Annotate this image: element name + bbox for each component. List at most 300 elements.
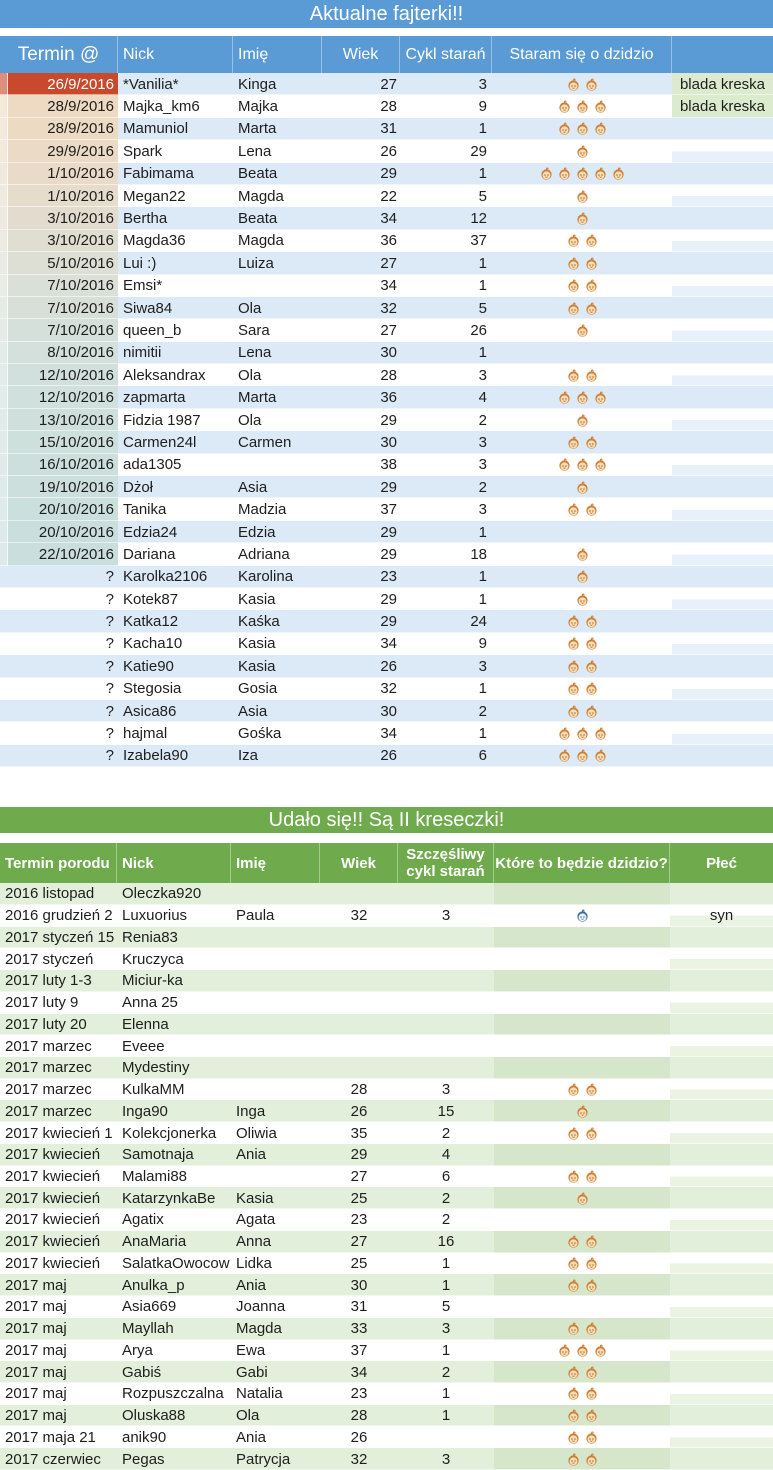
- table-row[interactable]: [0, 521, 773, 543]
- cykl-cell[interactable]: 3: [398, 1448, 494, 1470]
- table-row[interactable]: [0, 409, 773, 431]
- wiek-cell[interactable]: 26: [322, 655, 400, 677]
- cykl-cell[interactable]: 3: [398, 1079, 494, 1101]
- termin-cell[interactable]: 13/10/2016: [0, 409, 118, 431]
- cykl-cell[interactable]: 1: [400, 678, 492, 700]
- note-cell[interactable]: [672, 342, 773, 364]
- nick-cell[interactable]: Anna 25: [117, 992, 231, 1014]
- wiek-cell[interactable]: 26: [322, 745, 400, 767]
- table-row[interactable]: [0, 185, 773, 207]
- note-cell[interactable]: [672, 431, 773, 453]
- note-cell[interactable]: blada kreska: [672, 95, 773, 117]
- table-row[interactable]: [0, 970, 773, 992]
- termin-cell[interactable]: 7/10/2016: [0, 297, 118, 319]
- nick-cell[interactable]: Mamuniol: [118, 118, 233, 140]
- table-row[interactable]: [0, 431, 773, 453]
- nick-cell[interactable]: ada1305: [118, 454, 233, 476]
- termin-cell[interactable]: 16/10/2016: [0, 454, 118, 476]
- note-cell[interactable]: blada kreska: [672, 73, 773, 95]
- termin-cell[interactable]: 3/10/2016: [0, 230, 118, 252]
- note-cell[interactable]: [672, 588, 773, 610]
- termin-cell[interactable]: 2017 luty 9: [0, 992, 117, 1014]
- nick-cell[interactable]: Pegas: [117, 1448, 231, 1470]
- nick-cell[interactable]: Rozpuszczalna: [117, 1383, 231, 1405]
- wiek-cell[interactable]: 35: [320, 1122, 398, 1144]
- table-row[interactable]: [0, 140, 773, 162]
- dzidzio-cell[interactable]: [492, 476, 672, 498]
- cykl-cell[interactable]: 3: [400, 655, 492, 677]
- cykl-cell[interactable]: 3: [400, 454, 492, 476]
- termin-cell[interactable]: 2017 maj: [0, 1340, 117, 1362]
- cykl-cell[interactable]: 1: [400, 163, 492, 185]
- cykl-cell[interactable]: 9: [400, 95, 492, 117]
- dzidzio-cell[interactable]: [492, 566, 672, 588]
- nick-cell[interactable]: Agatix: [117, 1209, 231, 1231]
- cykl-cell[interactable]: 12: [400, 207, 492, 229]
- dzidzio-cell[interactable]: [494, 1383, 670, 1405]
- termin-cell[interactable]: 2017 maj: [0, 1361, 117, 1383]
- plec-cell[interactable]: [670, 883, 773, 905]
- nick-cell[interactable]: anik90: [117, 1426, 231, 1448]
- wiek-cell[interactable]: 26: [322, 140, 400, 162]
- cykl-cell[interactable]: 2: [398, 1187, 494, 1209]
- dzidzio-cell[interactable]: [492, 207, 672, 229]
- table-row[interactable]: [0, 1014, 773, 1036]
- termin-cell[interactable]: 29/9/2016: [0, 140, 118, 162]
- nick-cell[interactable]: Inga90: [117, 1100, 231, 1122]
- table-row[interactable]: [0, 342, 773, 364]
- nick-cell[interactable]: Oluska88: [117, 1405, 231, 1427]
- cykl-cell[interactable]: 1: [400, 588, 492, 610]
- wiek-cell[interactable]: 26: [320, 1426, 398, 1448]
- imie-cell[interactable]: Asia: [233, 700, 322, 722]
- imie-cell[interactable]: [231, 1079, 320, 1101]
- dzidzio-cell[interactable]: [494, 1318, 670, 1340]
- termin-cell[interactable]: 12/10/2016: [0, 386, 118, 408]
- note-cell[interactable]: [672, 163, 773, 185]
- termin-cell[interactable]: 2017 kwiecień 1: [0, 1122, 117, 1144]
- nick-cell[interactable]: Edzia24: [118, 521, 233, 543]
- wiek-cell[interactable]: 32: [322, 297, 400, 319]
- dzidzio-cell[interactable]: [492, 521, 672, 543]
- imie-cell[interactable]: Carmen: [233, 431, 322, 453]
- table-row[interactable]: [0, 543, 773, 565]
- note-cell[interactable]: [672, 185, 773, 207]
- wiek-cell[interactable]: [320, 927, 398, 949]
- imie-cell[interactable]: Kaśka: [233, 610, 322, 632]
- termin-cell[interactable]: 2016 listopad: [0, 883, 117, 905]
- table-row[interactable]: [0, 207, 773, 229]
- nick-cell[interactable]: Carmen24l: [118, 431, 233, 453]
- wiek-cell[interactable]: 30: [322, 431, 400, 453]
- table-row[interactable]: [0, 655, 773, 677]
- dzidzio-cell[interactable]: [492, 745, 672, 767]
- wiek-cell[interactable]: 36: [322, 230, 400, 252]
- note-cell[interactable]: [672, 498, 773, 520]
- wiek-cell[interactable]: 27: [320, 1166, 398, 1188]
- termin-cell[interactable]: 2016 grudzień 2: [0, 905, 117, 927]
- cykl-cell[interactable]: 5: [398, 1296, 494, 1318]
- wiek-cell[interactable]: 29: [322, 476, 400, 498]
- dzidzio-cell[interactable]: [492, 543, 672, 565]
- cykl-cell[interactable]: 24: [400, 610, 492, 632]
- imie-cell[interactable]: Inga: [231, 1100, 320, 1122]
- plec-cell[interactable]: [670, 1274, 773, 1296]
- plec-cell[interactable]: [670, 1296, 773, 1318]
- table-row[interactable]: [0, 905, 773, 927]
- imie-cell[interactable]: Ola: [233, 364, 322, 386]
- termin-cell[interactable]: 26/9/2016: [0, 73, 118, 95]
- table-row[interactable]: [0, 1318, 773, 1340]
- dzidzio-cell[interactable]: [494, 1253, 670, 1275]
- imie-cell[interactable]: Magda: [233, 230, 322, 252]
- header-termin[interactable]: Termin @: [0, 36, 118, 73]
- imie-cell[interactable]: [231, 1166, 320, 1188]
- cykl-cell[interactable]: [398, 1014, 494, 1036]
- dzidzio-cell[interactable]: [492, 588, 672, 610]
- imie-cell[interactable]: Ania: [231, 1274, 320, 1296]
- nick-cell[interactable]: Fabimama: [118, 163, 233, 185]
- dzidzio-cell[interactable]: [492, 655, 672, 677]
- plec-cell[interactable]: [670, 1448, 773, 1470]
- cykl-cell[interactable]: 1: [400, 342, 492, 364]
- termin-cell[interactable]: 28/9/2016: [0, 95, 118, 117]
- termin-cell[interactable]: ?: [0, 745, 118, 767]
- table-row[interactable]: [0, 1144, 773, 1166]
- wiek-cell[interactable]: 32: [320, 905, 398, 927]
- dzidzio-cell[interactable]: [492, 319, 672, 341]
- imie-cell[interactable]: Kasia: [233, 588, 322, 610]
- plec-cell[interactable]: [670, 1383, 773, 1405]
- table-row[interactable]: [0, 1274, 773, 1296]
- wiek-cell[interactable]: 25: [320, 1187, 398, 1209]
- wiek-cell[interactable]: 36: [322, 386, 400, 408]
- table-row[interactable]: [0, 1122, 773, 1144]
- table-row[interactable]: [0, 1383, 773, 1405]
- cykl-cell[interactable]: 2: [398, 1122, 494, 1144]
- table-row[interactable]: [0, 252, 773, 274]
- cykl-cell[interactable]: 3: [400, 364, 492, 386]
- nick-cell[interactable]: Asia669: [117, 1296, 231, 1318]
- imie-cell[interactable]: Oliwia: [231, 1122, 320, 1144]
- termin-cell[interactable]: 8/10/2016: [0, 342, 118, 364]
- cykl-cell[interactable]: 3: [398, 1318, 494, 1340]
- note-cell[interactable]: [672, 454, 773, 476]
- wiek-cell[interactable]: 29: [320, 1144, 398, 1166]
- wiek-cell[interactable]: [320, 1057, 398, 1079]
- imie-cell[interactable]: Asia: [233, 476, 322, 498]
- nick-cell[interactable]: Katka12: [118, 610, 233, 632]
- nick-cell[interactable]: Karolka2106: [118, 566, 233, 588]
- plec-cell[interactable]: [670, 1144, 773, 1166]
- cykl-cell[interactable]: 1: [400, 722, 492, 744]
- note-cell[interactable]: [672, 700, 773, 722]
- cykl-cell[interactable]: 5: [400, 297, 492, 319]
- note-cell[interactable]: [672, 319, 773, 341]
- imie-cell[interactable]: Sara: [233, 319, 322, 341]
- wiek-cell[interactable]: 29: [322, 610, 400, 632]
- dzidzio-cell[interactable]: [492, 118, 672, 140]
- dzidzio-cell[interactable]: [492, 73, 672, 95]
- wiek-cell[interactable]: 34: [322, 722, 400, 744]
- note-cell[interactable]: [672, 140, 773, 162]
- cykl-cell[interactable]: 1: [398, 1383, 494, 1405]
- dzidzio-cell[interactable]: [494, 883, 670, 905]
- imie-cell[interactable]: [231, 970, 320, 992]
- imie-cell[interactable]: [231, 927, 320, 949]
- termin-cell[interactable]: 22/10/2016: [0, 543, 118, 565]
- dzidzio-cell[interactable]: [494, 1231, 670, 1253]
- table-row[interactable]: [0, 454, 773, 476]
- dzidzio-cell[interactable]: [494, 1274, 670, 1296]
- dzidzio-cell[interactable]: [494, 1014, 670, 1036]
- nick-cell[interactable]: KulkaMM: [117, 1079, 231, 1101]
- termin-cell[interactable]: 2017 luty 20: [0, 1014, 117, 1036]
- plec-cell[interactable]: [670, 1209, 773, 1231]
- nick-cell[interactable]: SalatkaOwocow: [117, 1253, 231, 1275]
- cykl-cell[interactable]: 1: [400, 118, 492, 140]
- imie-cell[interactable]: Patrycja: [231, 1448, 320, 1470]
- nick-cell[interactable]: Kolekcjonerka: [117, 1122, 231, 1144]
- dzidzio-cell[interactable]: [492, 364, 672, 386]
- plec-cell[interactable]: [670, 1035, 773, 1057]
- wiek-cell[interactable]: 31: [320, 1296, 398, 1318]
- plec-cell[interactable]: [670, 1014, 773, 1036]
- table-row[interactable]: [0, 297, 773, 319]
- plec-cell[interactable]: [670, 1231, 773, 1253]
- nick-cell[interactable]: Samotnaja: [117, 1144, 231, 1166]
- nick-cell[interactable]: Fidzia 1987: [118, 409, 233, 431]
- termin-cell[interactable]: 2017 kwiecień: [0, 1231, 117, 1253]
- cykl-cell[interactable]: [398, 970, 494, 992]
- plec-cell[interactable]: [670, 970, 773, 992]
- note-cell[interactable]: [672, 633, 773, 655]
- header-imie[interactable]: Imię: [233, 36, 322, 73]
- nick-cell[interactable]: AnaMaria: [117, 1231, 231, 1253]
- nick-cell[interactable]: Renia83: [117, 927, 231, 949]
- dzidzio-cell[interactable]: [492, 722, 672, 744]
- termin-cell[interactable]: 2017 maj: [0, 1318, 117, 1340]
- note-cell[interactable]: [672, 275, 773, 297]
- dzidzio-cell[interactable]: [494, 1187, 670, 1209]
- dzidzio-cell[interactable]: [494, 927, 670, 949]
- table-row[interactable]: [0, 73, 773, 95]
- nick-cell[interactable]: *Vanilia*: [118, 73, 233, 95]
- cykl-cell[interactable]: 2: [400, 476, 492, 498]
- imie-cell[interactable]: Kasia: [233, 655, 322, 677]
- note-cell[interactable]: [672, 722, 773, 744]
- termin-cell[interactable]: 2017 czerwiec: [0, 1448, 117, 1470]
- plec-cell[interactable]: [670, 1122, 773, 1144]
- table-row[interactable]: [0, 1361, 773, 1383]
- cykl-cell[interactable]: 29: [400, 140, 492, 162]
- table-row[interactable]: [0, 364, 773, 386]
- cykl-cell[interactable]: 3: [398, 905, 494, 927]
- wiek-cell[interactable]: 26: [320, 1100, 398, 1122]
- wiek-cell[interactable]: 32: [322, 678, 400, 700]
- wiek-cell[interactable]: 28: [320, 1405, 398, 1427]
- dzidzio-cell[interactable]: [494, 1361, 670, 1383]
- termin-cell[interactable]: 20/10/2016: [0, 498, 118, 520]
- termin-cell[interactable]: ?: [0, 633, 118, 655]
- plec-cell[interactable]: [670, 992, 773, 1014]
- termin-cell[interactable]: 2017 kwiecień: [0, 1166, 117, 1188]
- plec-cell[interactable]: syn: [670, 905, 773, 927]
- nick-cell[interactable]: Majka_km6: [118, 95, 233, 117]
- imie-cell[interactable]: Lidka: [231, 1253, 320, 1275]
- wiek-cell[interactable]: 23: [322, 566, 400, 588]
- plec-cell[interactable]: [670, 1405, 773, 1427]
- termin-cell[interactable]: 12/10/2016: [0, 364, 118, 386]
- dzidzio-cell[interactable]: [492, 342, 672, 364]
- table-row[interactable]: [0, 1405, 773, 1427]
- imie-cell[interactable]: Paula: [231, 905, 320, 927]
- nick-cell[interactable]: nimitii: [118, 342, 233, 364]
- wiek-cell[interactable]: 23: [320, 1209, 398, 1231]
- table-row[interactable]: [0, 1231, 773, 1253]
- dzidzio-cell[interactable]: [494, 1079, 670, 1101]
- table-row[interactable]: [0, 498, 773, 520]
- table-row[interactable]: [0, 633, 773, 655]
- nick-cell[interactable]: hajmal: [118, 722, 233, 744]
- wiek-cell[interactable]: 37: [322, 498, 400, 520]
- wiek-cell[interactable]: 34: [322, 633, 400, 655]
- wiek-cell[interactable]: 28: [320, 1079, 398, 1101]
- imie-cell[interactable]: Luiza: [233, 252, 322, 274]
- dzidzio-cell[interactable]: [492, 163, 672, 185]
- dzidzio-cell[interactable]: [494, 1057, 670, 1079]
- table-row[interactable]: [0, 319, 773, 341]
- imie-cell[interactable]: Beata: [233, 207, 322, 229]
- termin-cell[interactable]: 2017 maja 21: [0, 1426, 117, 1448]
- wiek-cell[interactable]: 34: [320, 1361, 398, 1383]
- termin-cell[interactable]: 2017 marzec: [0, 1079, 117, 1101]
- wiek-cell[interactable]: 33: [320, 1318, 398, 1340]
- table-row[interactable]: [0, 163, 773, 185]
- note-cell[interactable]: [672, 745, 773, 767]
- wiek-cell[interactable]: 38: [322, 454, 400, 476]
- imie-cell[interactable]: Edzia: [233, 521, 322, 543]
- cykl-cell[interactable]: 3: [400, 498, 492, 520]
- header-dzidzio[interactable]: Staram się o dzidzio: [492, 36, 672, 73]
- termin-cell[interactable]: 7/10/2016: [0, 275, 118, 297]
- table-row[interactable]: [0, 678, 773, 700]
- table-row[interactable]: [0, 992, 773, 1014]
- imie-cell[interactable]: Madzia: [233, 498, 322, 520]
- cykl-cell[interactable]: [398, 1035, 494, 1057]
- imie-cell[interactable]: Ola: [231, 1405, 320, 1427]
- nick-cell[interactable]: Lui :): [118, 252, 233, 274]
- plec-cell[interactable]: [670, 948, 773, 970]
- dzidzio-cell[interactable]: [492, 431, 672, 453]
- wiek-cell[interactable]: 27: [320, 1231, 398, 1253]
- imie-cell[interactable]: Majka: [233, 95, 322, 117]
- cykl-cell[interactable]: [398, 992, 494, 1014]
- cykl-cell[interactable]: 2: [400, 700, 492, 722]
- wiek-cell[interactable]: [320, 948, 398, 970]
- table-row[interactable]: [0, 566, 773, 588]
- note-cell[interactable]: [672, 678, 773, 700]
- imie-cell[interactable]: Kinga: [233, 73, 322, 95]
- table-row[interactable]: [0, 1296, 773, 1318]
- cykl-cell[interactable]: 1: [398, 1340, 494, 1362]
- wiek-cell[interactable]: [320, 1014, 398, 1036]
- nick-cell[interactable]: Katie90: [118, 655, 233, 677]
- note-cell[interactable]: [672, 476, 773, 498]
- table-row[interactable]: [0, 1426, 773, 1448]
- plec-cell[interactable]: [670, 1361, 773, 1383]
- nick-cell[interactable]: Eveee: [117, 1035, 231, 1057]
- dzidzio-cell[interactable]: [492, 140, 672, 162]
- imie-cell[interactable]: Marta: [233, 386, 322, 408]
- dzidzio-cell[interactable]: [494, 1122, 670, 1144]
- nick-cell[interactable]: Mydestiny: [117, 1057, 231, 1079]
- imie-cell[interactable]: [231, 883, 320, 905]
- nick-cell[interactable]: Malami88: [117, 1166, 231, 1188]
- termin-cell[interactable]: 2017 kwiecień: [0, 1209, 117, 1231]
- table-row[interactable]: [0, 1448, 773, 1470]
- wiek-cell[interactable]: 28: [322, 95, 400, 117]
- termin-cell[interactable]: 2017 maj: [0, 1405, 117, 1427]
- wiek-cell[interactable]: 27: [322, 73, 400, 95]
- nick-cell[interactable]: Arya: [117, 1340, 231, 1362]
- termin-cell[interactable]: 2017 maj: [0, 1274, 117, 1296]
- cykl-cell[interactable]: 1: [398, 1274, 494, 1296]
- note-cell[interactable]: [672, 521, 773, 543]
- cykl-cell[interactable]: [398, 1057, 494, 1079]
- imie-cell[interactable]: [233, 275, 322, 297]
- termin-cell[interactable]: 2017 maj: [0, 1383, 117, 1405]
- nick-cell[interactable]: Spark: [118, 140, 233, 162]
- header-cykl[interactable]: Cykl starań: [400, 36, 492, 73]
- dzidzio-cell[interactable]: [492, 454, 672, 476]
- imie-cell[interactable]: Gabi: [231, 1361, 320, 1383]
- dzidzio-cell[interactable]: [494, 1035, 670, 1057]
- dzidzio-cell[interactable]: [492, 678, 672, 700]
- note-cell[interactable]: [672, 230, 773, 252]
- cykl-cell[interactable]: 1: [400, 252, 492, 274]
- nick-cell[interactable]: Dżoł: [118, 476, 233, 498]
- termin-cell[interactable]: 2017 kwiecień: [0, 1253, 117, 1275]
- cykl-cell[interactable]: [398, 883, 494, 905]
- dzidzio-cell[interactable]: [492, 252, 672, 274]
- imie-cell[interactable]: Adriana: [233, 543, 322, 565]
- termin-cell[interactable]: ?: [0, 722, 118, 744]
- termin-cell[interactable]: 19/10/2016: [0, 476, 118, 498]
- nick-cell[interactable]: Bertha: [118, 207, 233, 229]
- table-row[interactable]: [0, 1035, 773, 1057]
- plec-cell[interactable]: [670, 1340, 773, 1362]
- table-row[interactable]: [0, 745, 773, 767]
- wiek-cell[interactable]: 37: [320, 1340, 398, 1362]
- termin-cell[interactable]: 15/10/2016: [0, 431, 118, 453]
- imie-cell[interactable]: Ola: [233, 297, 322, 319]
- wiek-cell[interactable]: [320, 883, 398, 905]
- cykl-cell[interactable]: 3: [400, 73, 492, 95]
- termin-cell[interactable]: 2017 kwiecień: [0, 1187, 117, 1209]
- cykl-cell[interactable]: 1: [400, 275, 492, 297]
- table-row[interactable]: [0, 1166, 773, 1188]
- imie-cell[interactable]: Karolina: [233, 566, 322, 588]
- note-cell[interactable]: [672, 386, 773, 408]
- table-row[interactable]: [0, 948, 773, 970]
- wiek-cell[interactable]: 29: [322, 163, 400, 185]
- note-cell[interactable]: [672, 543, 773, 565]
- termin-cell[interactable]: 20/10/2016: [0, 521, 118, 543]
- wiek-cell[interactable]: 31: [322, 118, 400, 140]
- cykl-cell[interactable]: 6: [400, 745, 492, 767]
- wiek-cell[interactable]: [320, 970, 398, 992]
